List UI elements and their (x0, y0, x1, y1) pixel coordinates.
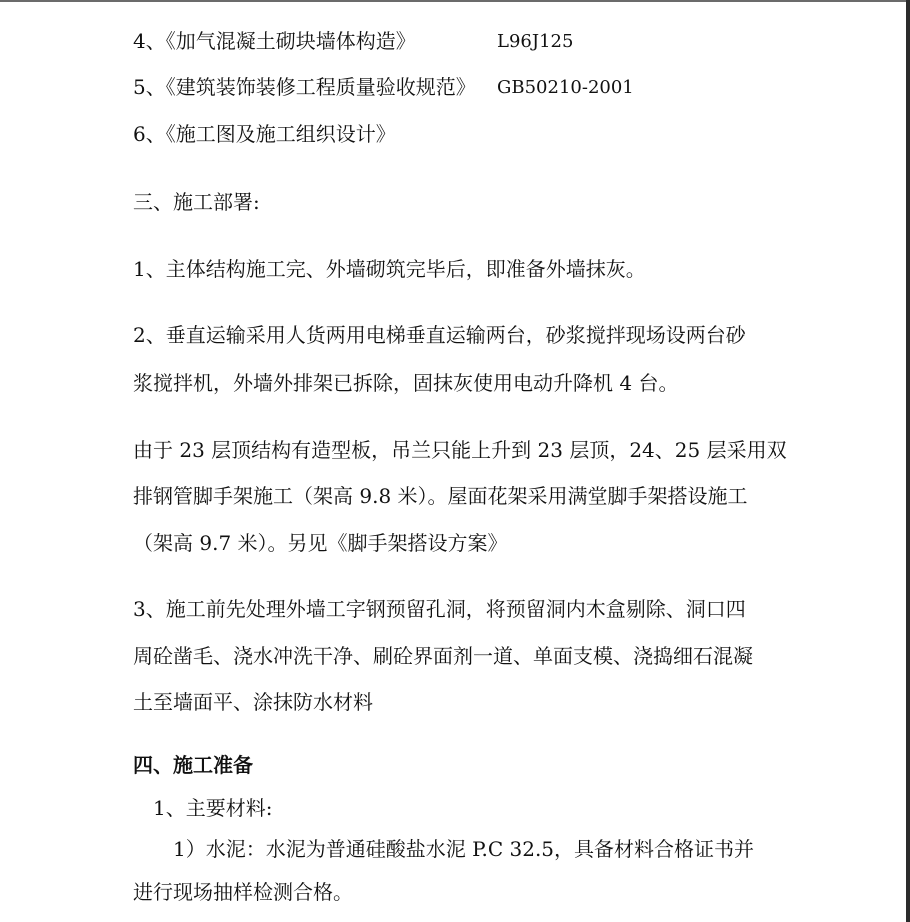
reference-item-5: 5、《建筑装饰装修工程质量验收规范》 (133, 75, 476, 99)
reference-code-5: GB50210-2001 (497, 77, 634, 98)
paragraph-item-3-line-3: 土至墙面平、涂抹防水材料 (133, 690, 373, 714)
paragraph-cement-line-2: 进行现场抽样检测合格。 (133, 880, 353, 904)
paragraph-item-1: 1、主体结构施工完、外墙砌筑完毕后，即准备外墙抹灰。 (133, 257, 646, 281)
paragraph-scaffold-line-3: （架高 9.7 米）。另见《脚手架搭设方案》 (133, 531, 508, 555)
subheading-main-materials: 1、主要材料: (153, 796, 273, 820)
paragraph-scaffold-line-2: 排钢管脚手架施工（架高 9.8 米）。屋面花架采用满堂脚手架搭设施工 (133, 484, 748, 508)
reference-item-6: 6、《施工图及施工组织设计》 (133, 122, 396, 146)
page-right-border (906, 0, 910, 922)
paragraph-cement-line-1: 1）水泥：水泥为普通硅酸盐水泥 P.C 32.5，具备材料合格证书并 (173, 837, 755, 861)
page-top-border (0, 0, 910, 2)
paragraph-item-2-line-1: 2、垂直运输采用人货两用电梯垂直运输两台，砂浆搅拌现场设两台砂 (133, 323, 746, 347)
reference-code-4: L96J125 (497, 31, 574, 52)
paragraph-item-2-line-2: 浆搅拌机，外墙外排架已拆除，固抹灰使用电动升降机 4 台。 (133, 371, 679, 395)
paragraph-item-3-line-1: 3、施工前先处理外墙工字钢预留孔洞，将预留洞内木盒剔除、洞口四 (133, 597, 746, 621)
section-heading-3: 三、施工部署: (133, 190, 260, 214)
section-heading-4: 四、施工准备 (133, 753, 253, 777)
reference-item-4: 4、《加气混凝土砌块墙体构造》 (133, 29, 416, 53)
paragraph-item-3-line-2: 周砼凿毛、浇水冲洗干净、刷砼界面剂一道、单面支模、浇捣细石混凝 (133, 644, 753, 668)
paragraph-scaffold-line-1: 由于 23 层顶结构有造型板，吊兰只能上升到 23 层顶，24、25 层采用双 (133, 438, 787, 462)
